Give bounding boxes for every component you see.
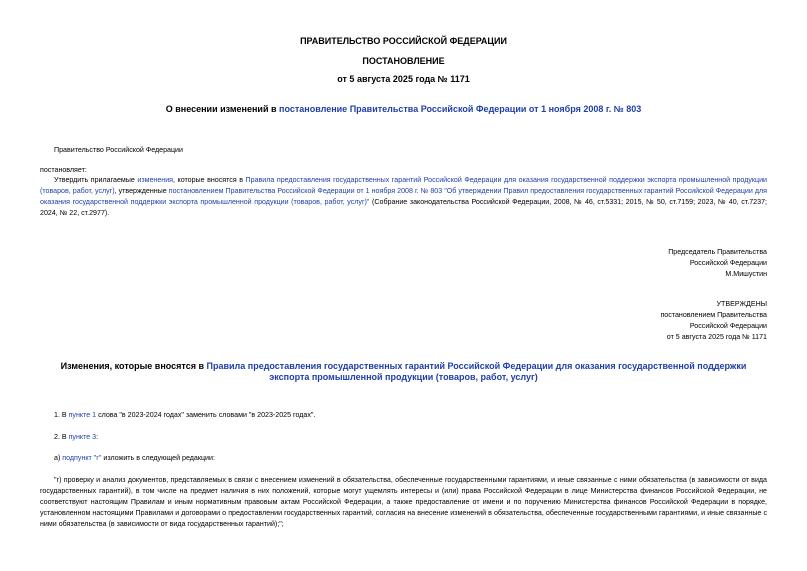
item-text: слова "в 2023-2024 годах" заменить словами "в 2023-2025 годах". — [96, 411, 316, 419]
document-date-number: от 5 августа 2025 года № 1171 — [337, 74, 470, 84]
paragraph-text: (Собрание законодательства Российской Федерации, 2008, № 46, ст.5331; 2015, № 50, ст.7159; 2023, № 40, ст.7237; 2024, № 22, ст.2977). — [40, 198, 767, 217]
decree-word: постановляет: — [40, 166, 87, 174]
changes-heading — [40, 361, 767, 383]
point-1-link[interactable]: пункте 1 — [68, 411, 97, 419]
signature-block — [668, 247, 767, 280]
change-item-1 — [54, 410, 315, 421]
paragraph-text: Утвердить прилагаемые — [54, 176, 138, 184]
decree-803-full-link[interactable]: постановлением Правительства Российской Федерации от 1 ноября 2008 г. № 803 "Об утверждении Правил предоставления государственных гарантий Российской Федерации для оказания государственной поддержки экспорта промышленной продукции (товаров, работ, услуг)" — [40, 187, 767, 206]
paragraph-text: , утвержденные — [114, 187, 169, 195]
changes-heading-prefix: Изменения, которые вносятся в — [60, 361, 207, 371]
document-type: ПОСТАНОВЛЕНИЕ — [362, 56, 445, 66]
item-text: 1. В — [54, 411, 69, 419]
change-item-2 — [54, 432, 98, 443]
changes-link[interactable]: изменения — [137, 176, 173, 184]
signature-name: М.Мишустин — [725, 270, 767, 278]
subpoint-g-link[interactable]: подпункт "г" — [62, 454, 102, 462]
item-text: а) — [54, 454, 63, 462]
item-text: изложить в следующей редакции: — [101, 454, 215, 462]
approval-line: постановлением Правительства — [660, 311, 767, 319]
item-text: : — [96, 433, 99, 441]
rules-link[interactable]: Правила предоставления государственных гарантий Российской Федерации для оказания государственной поддержки экспорта промышленной продукции (товаров, работ, услуг) — [40, 176, 767, 195]
quoted-new-text: "г) проверку и анализ документов, представляемых в связи с внесением изменений в обязательства, обеспеченные государственными гарантиями, и иные связанные с ними обязательства (в зависимости от вида государственных гарантий), в том числе на предмет наличия в них положений, которые могут ущемлять интересы и (или) права Российской Федерации в лице Министерства финансов Российской Федерации, не соответствуют настоящим Правилам и иным нормативным правовым актам Российской Федерации, а также предоставление от имени и по поручению Министерства финансов Российской Федерации в порядке, установленном настоящими Правилами и договорами о предоставлении государственных гарантий, согласия на внесение изменений в обязательства, обеспеченные государственными гарантиями, и иные связанные с ними обязательства (в зависимости от вида государственных гарантий);"; — [40, 476, 767, 528]
rules-heading-link[interactable]: Правила предоставления государственных гарантий Российской Федерации для оказания государственной поддержки экспорта промышленной продукции (товаров, работ, услуг) — [206, 361, 747, 382]
paragraph-text: , которые вносятся в — [173, 176, 246, 184]
item-text: 2. В — [54, 433, 69, 441]
document-title — [0, 104, 807, 115]
change-item-2a — [54, 453, 215, 464]
issuer-line: Правительство Российской Федерации — [54, 146, 183, 154]
government-heading: ПРАВИТЕЛЬСТВО РОССИЙСКОЙ ФЕДЕРАЦИИ — [300, 36, 507, 46]
approval-line: Российской Федерации — [689, 322, 767, 330]
main-paragraph — [40, 175, 767, 219]
decree-803-link[interactable]: постановление Правительства Российской Федерации от 1 ноября 2008 г. № 803 — [279, 104, 642, 114]
approval-block — [660, 299, 767, 343]
signature-country: Российской Федерации — [689, 259, 767, 267]
document-title-prefix: О внесении изменений в — [165, 104, 280, 114]
approval-date: от 5 августа 2025 года № 1171 — [666, 333, 767, 341]
point-3-link[interactable]: пункте 3 — [68, 433, 97, 441]
approval-title: УТВЕРЖДЕНЫ — [716, 300, 767, 308]
signature-position: Председатель Правительства — [668, 248, 767, 256]
